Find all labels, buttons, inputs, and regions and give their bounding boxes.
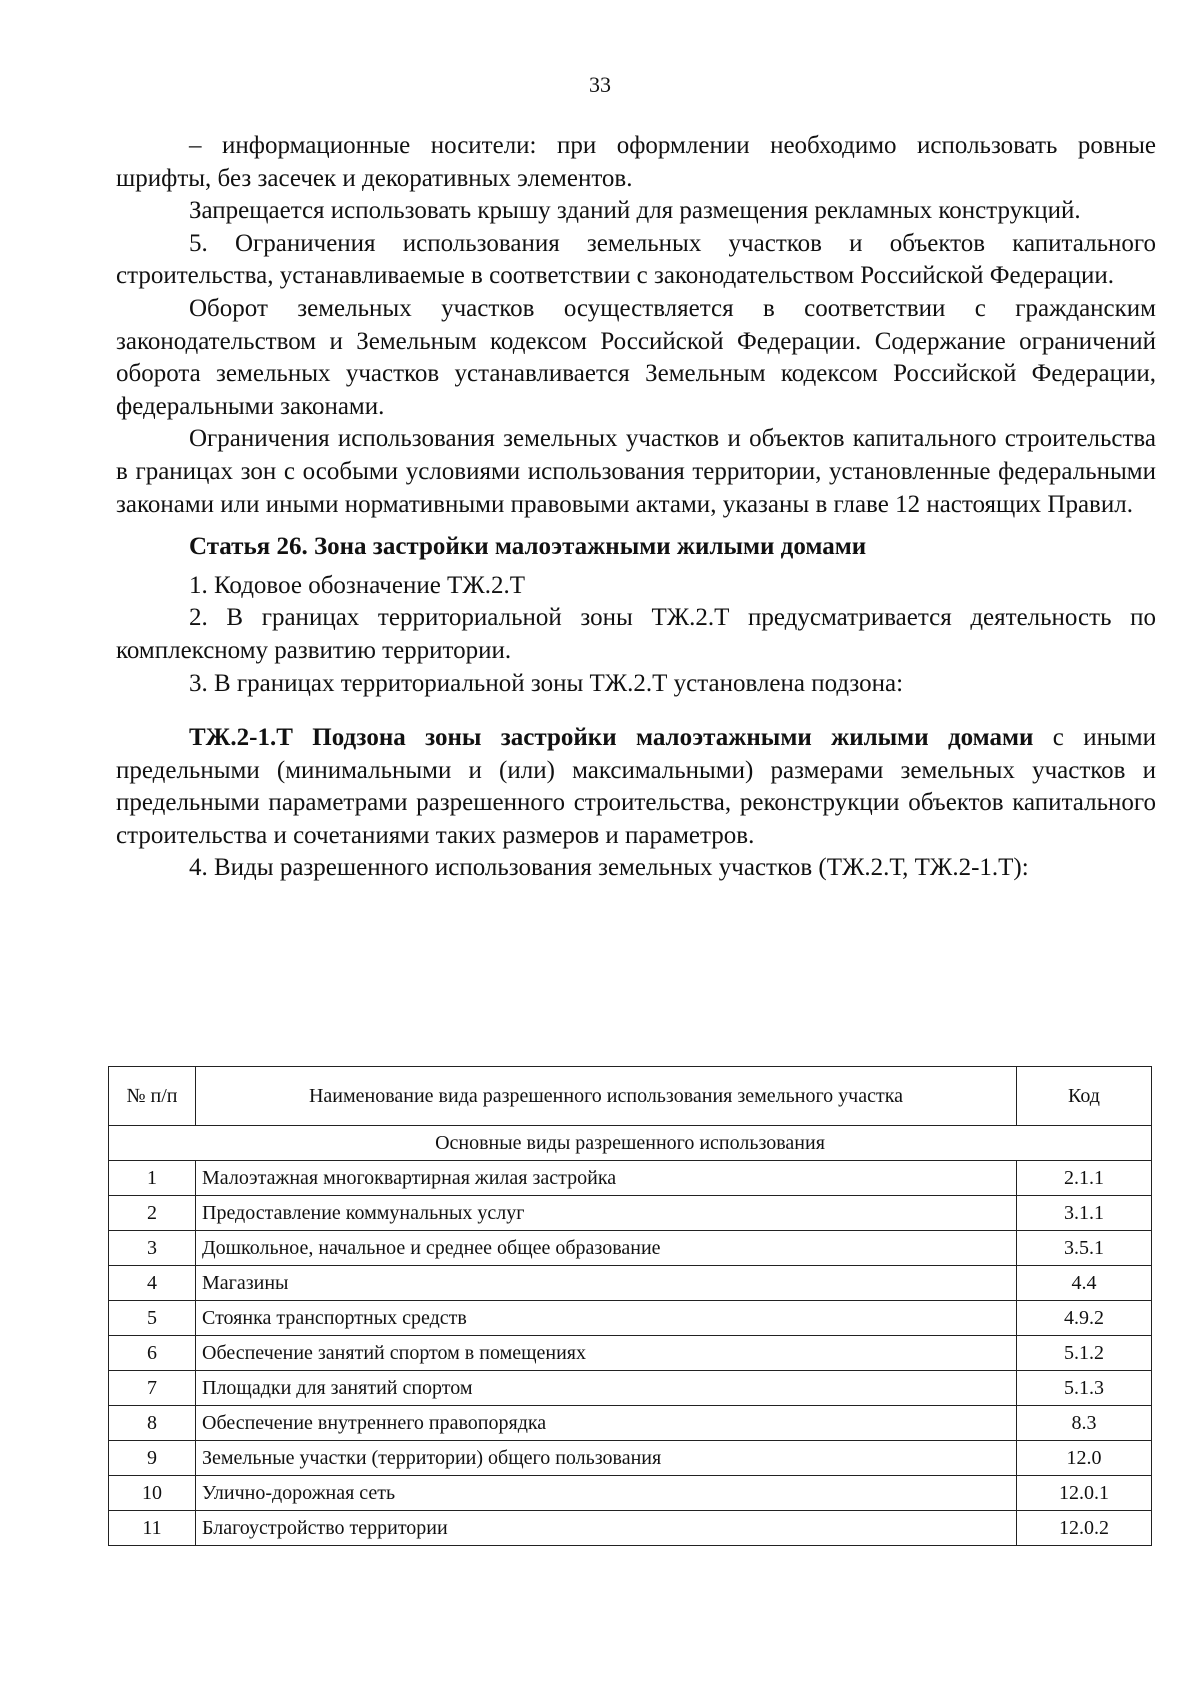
paragraph: Ограничения использования земельных участков и объектов капитального строительства в границах зон с особыми условиями использования территории, установленные федеральными законами или иными нормативными правовыми актами, указаны в главе 12 настоящих Правил. — [116, 425, 1156, 518]
row-name: Земельные участки (территории) общего пользования — [196, 1441, 1017, 1476]
paragraph: Оборот земельных участков осуществляется в соответствии с гражданским законодательством и Земельным кодексом Российской Федерации. Содержание ограничений оборота земельных участков устанавливается Земельным кодексом Российской Федерации, федеральными законами. — [116, 294, 1156, 420]
row-name: Обеспечение занятий спортом в помещениях — [196, 1336, 1017, 1371]
row-code: 3.1.1 — [1017, 1196, 1152, 1231]
article-heading: Статья 26. Зона застройки малоэтажными жилыми домами — [189, 533, 867, 561]
subzone-title: ТЖ.2-1.Т Подзона зоны застройки малоэтажными жилыми домами — [189, 724, 1034, 752]
table-row — [109, 1231, 1152, 1266]
permitted-use-table — [108, 1066, 1152, 1546]
row-code: 3.5.1 — [1017, 1231, 1152, 1266]
row-num: 2 — [109, 1196, 196, 1231]
row-num: 8 — [109, 1406, 196, 1441]
table-group-row — [109, 1126, 1152, 1161]
table-row — [109, 1371, 1152, 1406]
row-num: 4 — [109, 1266, 196, 1301]
document-body — [116, 130, 1156, 885]
header-name: Наименование вида разрешенного использования земельного участка — [196, 1067, 1017, 1126]
row-code: 4.4 — [1017, 1266, 1152, 1301]
row-code: 12.0 — [1017, 1441, 1152, 1476]
table-row — [109, 1406, 1152, 1441]
table-row — [109, 1336, 1152, 1371]
list-item: 3. В границах территориальной зоны ТЖ.2.Т установлена подзона: — [189, 669, 904, 697]
row-name: Малоэтажная многоквартирная жилая застройка — [196, 1161, 1017, 1196]
row-name: Благоустройство территории — [196, 1511, 1017, 1546]
paragraph: Запрещается использовать крышу зданий для размещения рекламных конструкций. — [189, 197, 1081, 225]
row-name: Магазины — [196, 1266, 1017, 1301]
row-num: 11 — [109, 1511, 196, 1546]
table-row — [109, 1266, 1152, 1301]
list-item: 4. Виды разрешенного использования земельных участков (ТЖ.2.Т, ТЖ.2-1.Т): — [189, 854, 1029, 882]
row-name: Обеспечение внутреннего правопорядка — [196, 1406, 1017, 1441]
table-row — [109, 1441, 1152, 1476]
row-code: 5.1.2 — [1017, 1336, 1152, 1371]
table-header-row — [109, 1067, 1152, 1126]
page-number: 33 — [589, 72, 611, 97]
list-item: 1. Кодовое обозначение ТЖ.2.Т — [189, 571, 525, 599]
row-name: Дошкольное, начальное и среднее общее образование — [196, 1231, 1017, 1266]
table-row — [109, 1511, 1152, 1546]
subzone-description: с иными предельными (минимальными и (или) максимальными) размерами земельных участков и предельными параметрами разрешенного строительства, реконструкции объектов капитального строительства и сочетаниями таких размеров и параметров. — [116, 724, 1156, 849]
paragraph: – информационные носители: при оформлении необходимо использовать ровные шрифты, без засечек и декоративных элементов. — [116, 132, 1156, 192]
row-name: Стоянка транспортных средств — [196, 1301, 1017, 1336]
table-row — [109, 1301, 1152, 1336]
row-num: 1 — [109, 1161, 196, 1196]
row-code: 12.0.2 — [1017, 1511, 1152, 1546]
row-code: 8.3 — [1017, 1406, 1152, 1441]
table-row — [109, 1196, 1152, 1231]
row-name: Предоставление коммунальных услуг — [196, 1196, 1017, 1231]
row-code: 5.1.3 — [1017, 1371, 1152, 1406]
row-num: 3 — [109, 1231, 196, 1266]
row-code: 4.9.2 — [1017, 1301, 1152, 1336]
row-num: 10 — [109, 1476, 196, 1511]
paragraph: 5. Ограничения использования земельных участков и объектов капитального строительства, устанавливаемые в соответствии с законодательством Российской Федерации. — [116, 229, 1156, 290]
group-title: Основные виды разрешенного использования — [109, 1126, 1152, 1161]
row-name: Площадки для занятий спортом — [196, 1371, 1017, 1406]
row-code: 12.0.1 — [1017, 1476, 1152, 1511]
row-num: 5 — [109, 1301, 196, 1336]
row-num: 6 — [109, 1336, 196, 1371]
subzone-paragraph — [116, 722, 1156, 852]
table-row — [109, 1476, 1152, 1511]
table-row — [109, 1161, 1152, 1196]
header-num: № п/п — [109, 1067, 196, 1126]
row-name: Улично-дорожная сеть — [196, 1476, 1017, 1511]
list-item: 2. В границах территориальной зоны ТЖ.2.Т предусматривается деятельность по комплексному развитию территории. — [116, 604, 1156, 664]
header-code: Код — [1017, 1067, 1152, 1126]
row-num: 7 — [109, 1371, 196, 1406]
row-num: 9 — [109, 1441, 196, 1476]
row-code: 2.1.1 — [1017, 1161, 1152, 1196]
